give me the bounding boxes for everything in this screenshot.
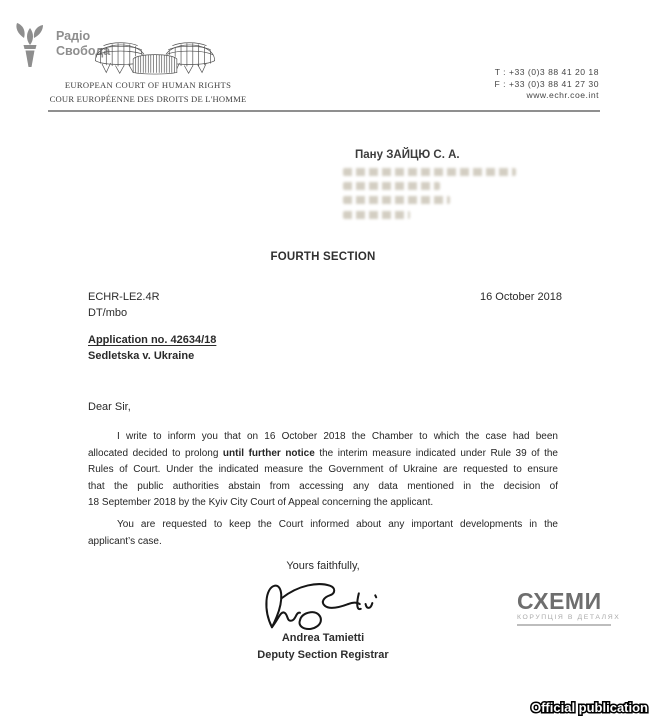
rfe-logo-line1: Радіо (56, 29, 91, 43)
schemes-tagline: КОРУПЦІЯ В ДЕТАЛЯХ (517, 614, 621, 621)
paragraph-1-line (88, 446, 558, 463)
official-publication-text: Official publication (530, 700, 648, 715)
reference-code: ECHR-LE2.4R (88, 291, 160, 303)
contact-fax: F : +33 (0)3 88 41 27 30 (494, 78, 599, 89)
redacted-address-line (343, 196, 450, 204)
echr-building-icon (92, 27, 218, 81)
letter-date: 16 October 2018 (480, 291, 562, 303)
paragraph-2-line: You are requested to keep the Court informed about any important developments in the (117, 519, 558, 530)
salutation: Dear Sir, (88, 401, 131, 413)
paragraph-2-line: applicant’s case. (88, 535, 162, 547)
schemes-logo-text: СХЕМИ (517, 588, 602, 614)
schemes-underline (517, 624, 611, 626)
paragraph-1-line: Rules of Court. Under the indicated measure the Government of Ukraine are requested to ensure (88, 464, 558, 475)
section-title: FOURTH SECTION (270, 251, 376, 263)
application-number: Application no. 42634/18 (88, 334, 217, 346)
signer-title: Deputy Section Registrar (257, 649, 389, 661)
contact-web: www.echr.coe.int (526, 90, 599, 100)
p1-l2-post: the interim measure indicated under Rule 39 of the (314, 447, 558, 459)
contact-tel: T : +33 (0)3 88 41 20 18 (494, 67, 599, 77)
court-name-en: EUROPEAN COURT OF HUMAN RIGHTS (64, 80, 232, 90)
paragraph-1 (88, 429, 558, 512)
redacted-address-line (343, 211, 410, 219)
rfe-logo-line2: Свобода (56, 44, 111, 58)
paragraph-1-line: that the public authorities abstain from accessing any data mentioned in the decision of (88, 480, 558, 492)
redacted-address-line (343, 168, 516, 176)
court-name-fr: COUR EUROPÉENNE DES DROITS DE L'HOMME (49, 93, 247, 104)
redacted-address-line (343, 182, 440, 190)
paragraph-1-line: 18 September 2018 by the Kyiv City Court of Appeal concerning the applicant. (88, 497, 434, 508)
p1-l2-pre: allocated decided to prolong (88, 447, 223, 459)
contact-block (495, 67, 599, 102)
recipient-block (343, 149, 516, 219)
paragraph-1-line: I write to inform you that on 16 October 2018 the Chamber to which the case had been (117, 431, 558, 442)
case-name: Sedletska v. Ukraine (88, 350, 195, 362)
signature-icon (256, 577, 396, 633)
torch-icon (10, 22, 50, 68)
header-divider (48, 110, 600, 112)
p1-l2-bold: until further notice (222, 447, 315, 459)
signer-name: Andrea Tamietti (281, 632, 365, 644)
official-publication-badge (516, 696, 650, 718)
paragraph-2 (88, 517, 558, 550)
reference-initials: DT/mbo (88, 307, 128, 319)
court-names (40, 80, 256, 104)
schemes-watermark (517, 588, 621, 626)
recipient-name: Пану ЗАЙЦЮ С. А. (355, 149, 460, 161)
closing: Yours faithfully, (286, 560, 360, 572)
